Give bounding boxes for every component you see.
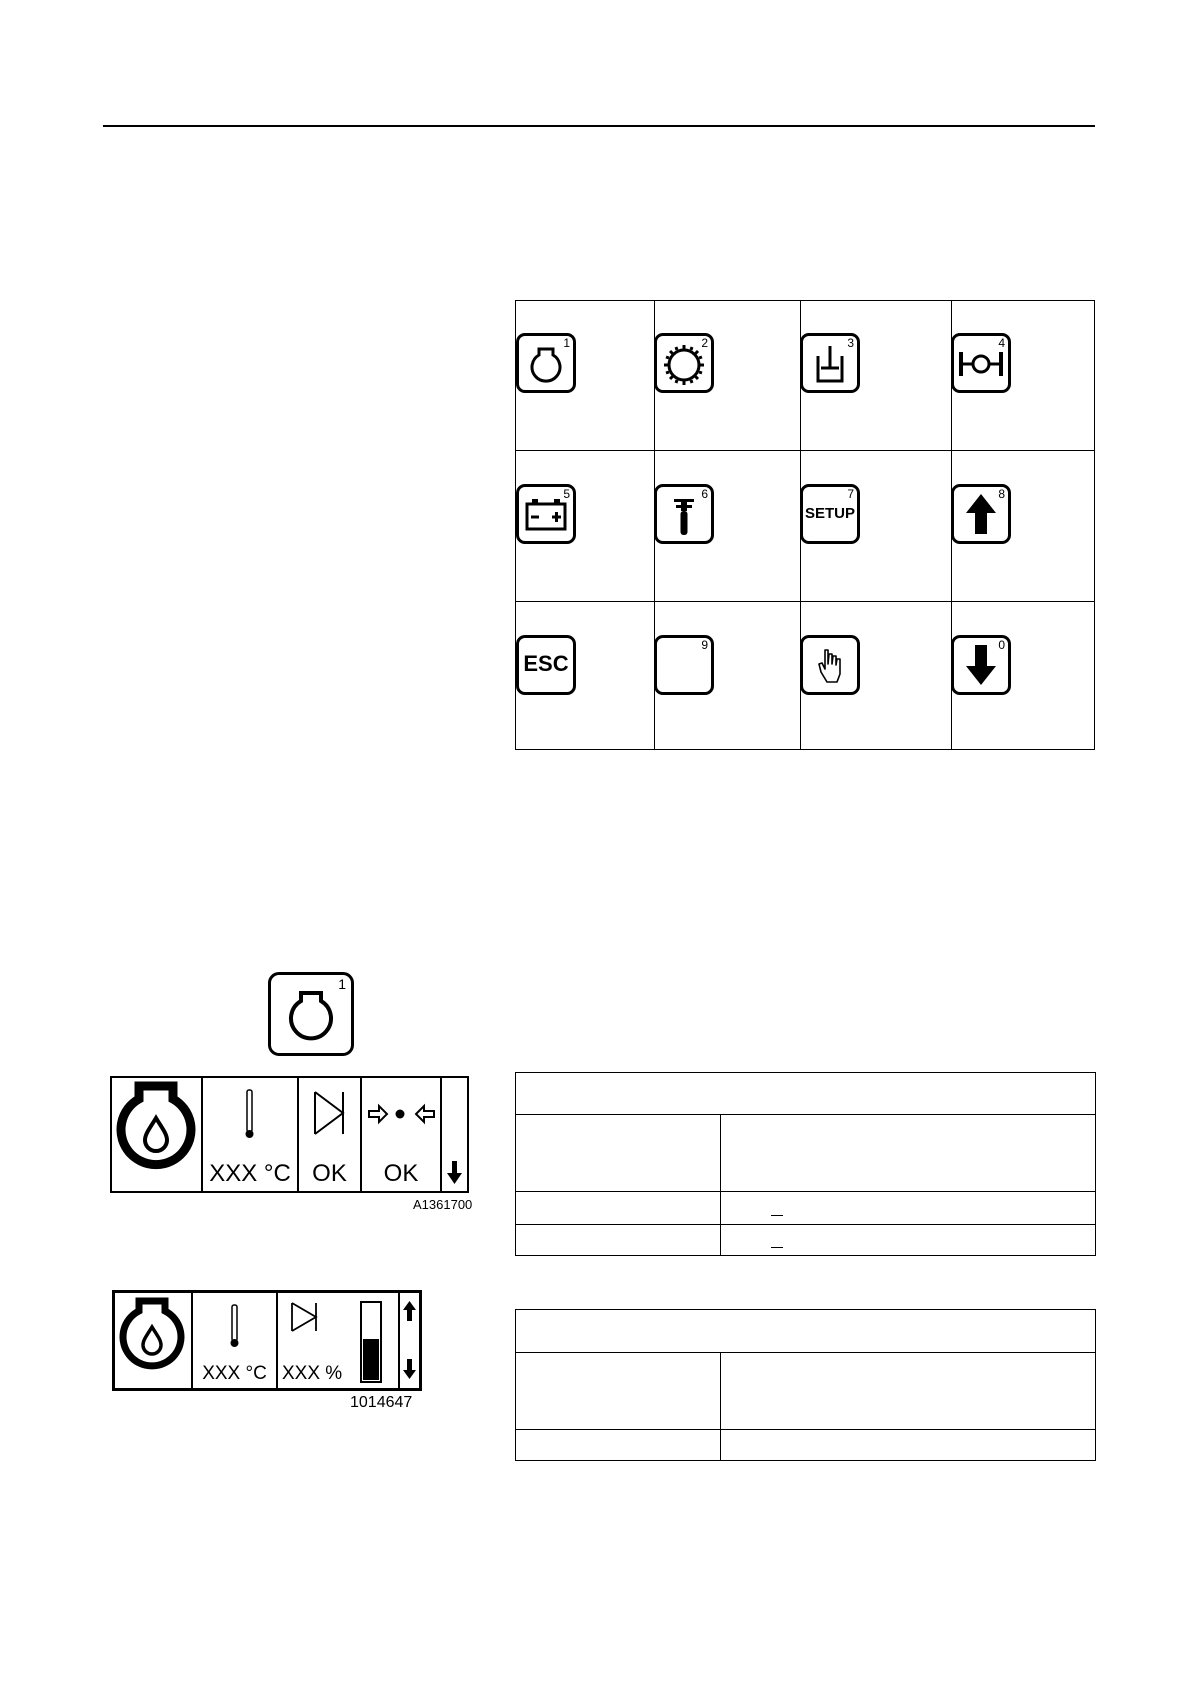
key-number: 8 xyxy=(998,487,1005,501)
dash-mark xyxy=(771,1247,783,1248)
figure-code: 1014647 xyxy=(350,1394,413,1411)
table-row xyxy=(516,1114,1095,1115)
key-2-gear[interactable] xyxy=(654,333,714,393)
key-number: 0 xyxy=(998,638,1005,652)
percent-value: XXX % xyxy=(282,1363,343,1384)
key-number: 6 xyxy=(701,487,708,501)
engine-oil-icon xyxy=(112,1078,200,1191)
filter-arrows-icon xyxy=(362,1078,440,1148)
thermometer-icon xyxy=(193,1293,275,1357)
table-1 xyxy=(515,1072,1096,1256)
temperature-value: XXX °C xyxy=(202,1363,267,1384)
key-number: 1 xyxy=(338,976,346,992)
key-number: 5 xyxy=(563,487,570,501)
table-row xyxy=(516,1352,1095,1353)
key-hand[interactable] xyxy=(800,635,860,695)
axle-icon xyxy=(954,336,1008,390)
battery-icon xyxy=(519,487,573,541)
display-panel-2 xyxy=(112,1290,422,1391)
hydraulic-cylinder-icon xyxy=(803,336,857,390)
arrow-down-icon xyxy=(442,1078,467,1191)
key-number: 4 xyxy=(998,336,1005,350)
key-number: 2 xyxy=(701,336,708,350)
scroll-cell[interactable] xyxy=(400,1293,419,1388)
key-3-hydraulics[interactable] xyxy=(800,333,860,393)
key-6-service[interactable] xyxy=(654,484,714,544)
key-7-setup[interactable] xyxy=(800,484,860,544)
scroll-down-cell[interactable] xyxy=(442,1078,467,1191)
valve-cell xyxy=(299,1078,362,1191)
gear-icon xyxy=(657,336,711,390)
table-column-divider xyxy=(720,1114,721,1255)
key-0-down[interactable] xyxy=(951,635,1011,695)
figure-code: A1361700 xyxy=(413,1197,473,1212)
engine-key-large xyxy=(268,972,354,1056)
key-4-axle[interactable] xyxy=(951,333,1011,393)
key-number: 1 xyxy=(563,336,570,350)
engine-oil-cell xyxy=(112,1078,203,1191)
filter-cell xyxy=(362,1078,442,1191)
temperature-cell xyxy=(203,1078,299,1191)
key-5-battery[interactable] xyxy=(516,484,576,544)
engine-oil-cell xyxy=(115,1293,193,1388)
key-number: 3 xyxy=(847,336,854,350)
table-row xyxy=(516,1191,1095,1192)
engine-icon xyxy=(271,975,351,1053)
table-row xyxy=(516,1429,1095,1430)
table-2 xyxy=(515,1309,1096,1461)
display-panel-1 xyxy=(110,1076,469,1193)
valve-status: OK xyxy=(312,1160,347,1187)
valve-level-cell xyxy=(278,1293,400,1388)
header-rule xyxy=(103,125,1095,127)
setup-label: SETUP xyxy=(804,505,855,522)
thermometer-icon xyxy=(203,1078,297,1148)
arrow-down-icon xyxy=(954,638,1008,692)
temperature-value: XXX °C xyxy=(209,1160,291,1187)
key-8-up[interactable] xyxy=(951,484,1011,544)
table-column-divider xyxy=(720,1352,721,1460)
key-number: 9 xyxy=(701,638,708,652)
table-row xyxy=(516,1224,1095,1225)
filter-status: OK xyxy=(383,1160,419,1187)
key-esc[interactable] xyxy=(516,635,576,695)
key-grid xyxy=(515,300,1095,750)
engine-icon xyxy=(519,336,573,390)
temperature-cell xyxy=(193,1293,278,1388)
up-down-arrows-icon xyxy=(400,1293,419,1388)
engine-oil-icon xyxy=(115,1293,189,1388)
key-1-engine[interactable] xyxy=(516,333,576,393)
valve-icon xyxy=(299,1078,360,1148)
arrow-up-icon xyxy=(954,487,1008,541)
key-9-blank[interactable] xyxy=(654,635,714,695)
key-number: 7 xyxy=(847,487,854,501)
level-bar xyxy=(360,1301,382,1383)
esc-label: ESC xyxy=(523,651,569,676)
dash-mark xyxy=(771,1215,783,1216)
wrench-icon xyxy=(657,487,711,541)
valve-icon xyxy=(278,1293,338,1357)
level-bar-fill xyxy=(363,1339,379,1380)
hand-icon xyxy=(803,638,857,692)
